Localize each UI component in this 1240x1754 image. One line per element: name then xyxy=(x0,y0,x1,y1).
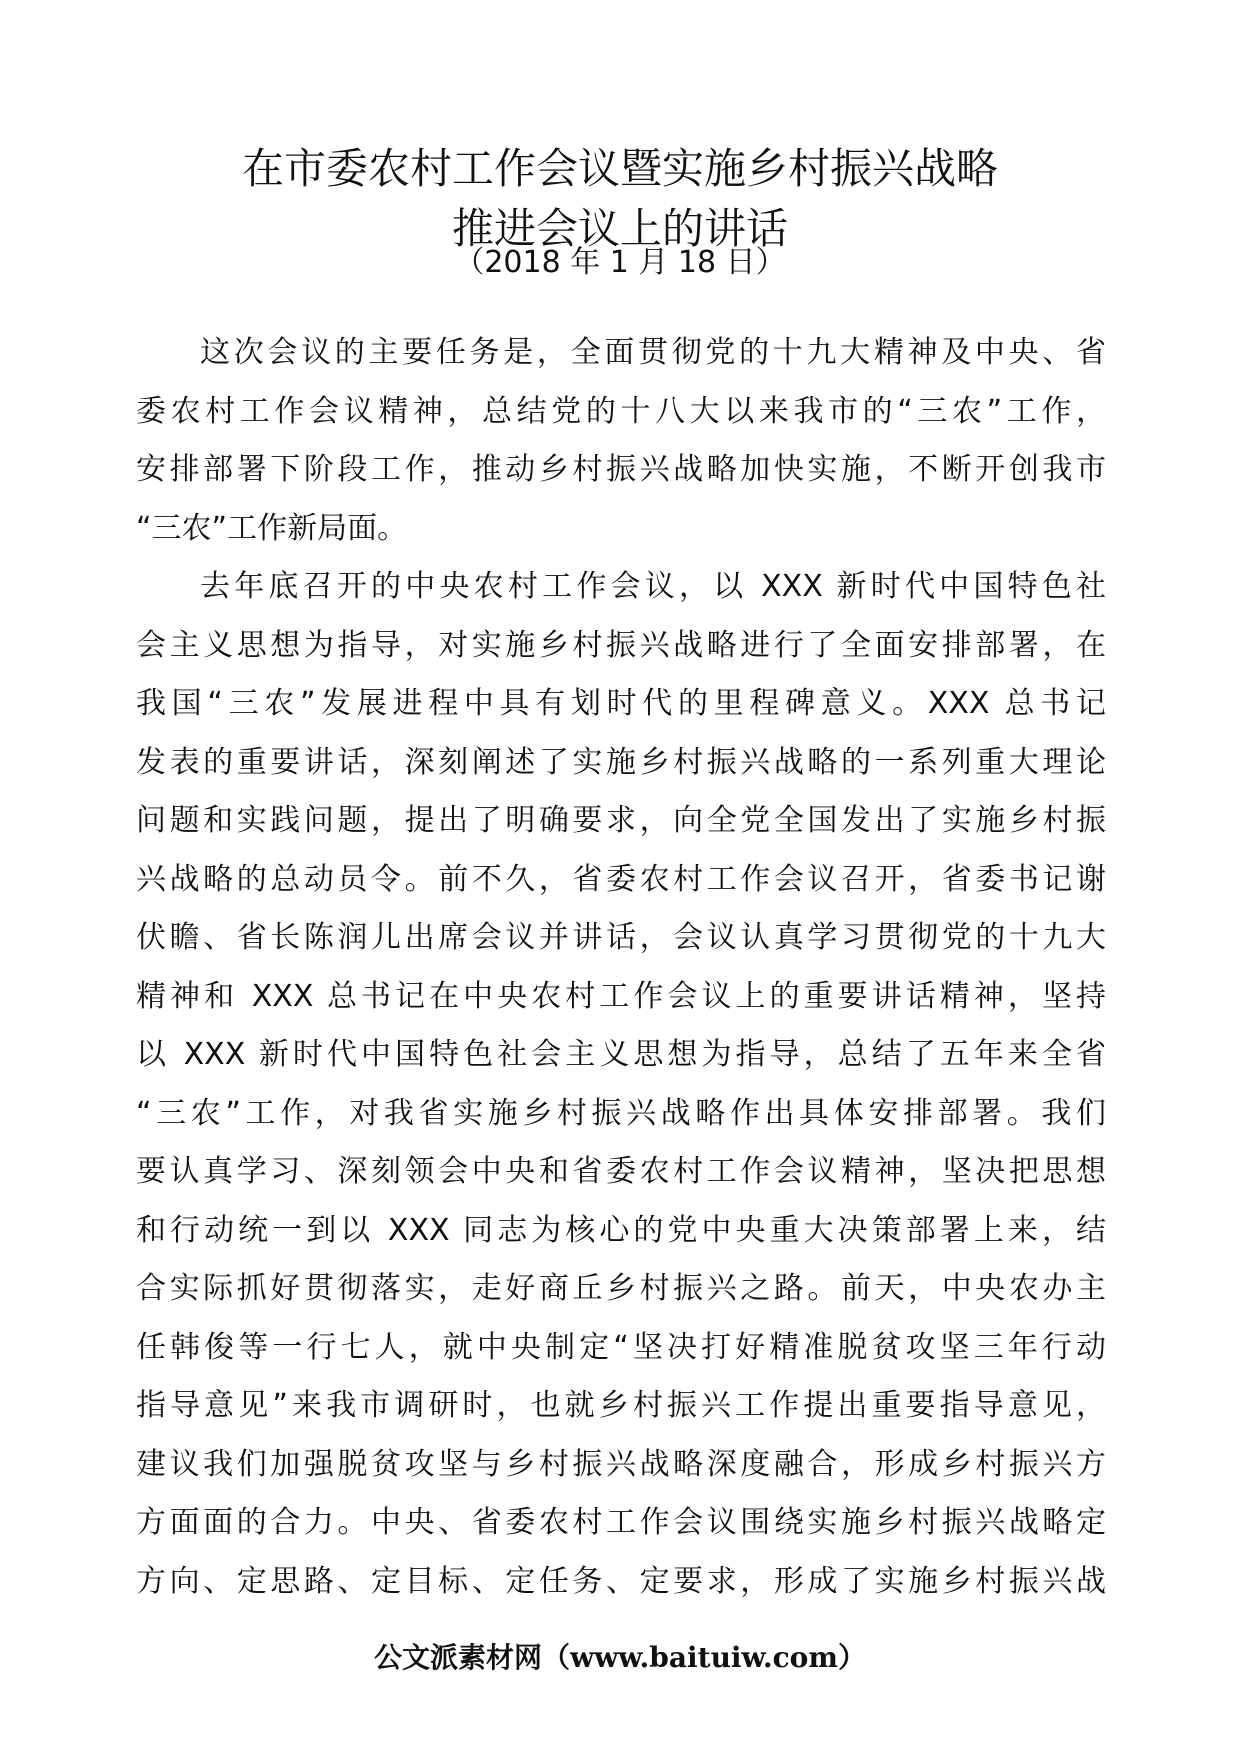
body-line: 合实际抓好贯彻落实，走好商丘乡村振兴之路。前天，中央农办主 xyxy=(136,1271,1106,1306)
body-line: 会主义思想为指导，对实施乡村振兴战略进行了全面安排部署，在 xyxy=(136,627,1106,663)
body-line: 方向、定思路、定目标、定任务、定要求，形成了实施乡村振兴战 xyxy=(136,1563,1106,1599)
body-line: “三农”工作，对我省实施乡村振兴战略作出具体安排部署。我们 xyxy=(136,1095,1106,1131)
body-line: 建议我们加强脱贫攻坚与乡村振兴战略深度融合，形成乡村振兴方 xyxy=(136,1446,1106,1482)
body-line: 精神和 XXX 总书记在中央农村工作会议上的重要讲话精神，坚持 xyxy=(136,978,1106,1014)
body-line: 委农村工作会议精神，总结党的十八大以来我市的“三农”工作， xyxy=(136,393,1106,429)
document-date: （2018 年 1 月 18 日） xyxy=(454,245,786,280)
body-line: 问题和实践问题，提出了明确要求，向全党全国发出了实施乡村振 xyxy=(136,803,1106,838)
body-line: 指导意见”来我市调研时，也就乡村振兴工作提出重要指导意见， xyxy=(136,1388,1106,1423)
document-title-line-2: 推进会议上的讲话 xyxy=(451,204,788,253)
body-line: 任韩俊等一行七人，就中央制定“坚决打好精准脱贫攻坚三年行动 xyxy=(136,1329,1106,1365)
footer-watermark: 公文派素材网（www.baituiw.com） xyxy=(374,1641,866,1674)
body-line: 我国“三农”发展进程中具有划时代的里程碑意义。XXX 总书记 xyxy=(136,686,1106,721)
body-line: 要认真学习、深刻领会中央和省委农村工作会议精神，坚决把思想 xyxy=(136,1154,1106,1189)
body-line: 去年底召开的中央农村工作会议，以 XXX 新时代中国特色社 xyxy=(200,569,1106,604)
body-line: 伏瞻、省长陈润儿出席会议并讲话，会议认真学习贯彻党的十九大 xyxy=(136,920,1106,955)
body-line: 以 XXX 新时代中国特色社会主义思想为指导，总结了五年来全省 xyxy=(136,1037,1106,1072)
body-line: 方面面的合力。中央、省委农村工作会议围绕实施乡村振兴战略定 xyxy=(136,1505,1106,1540)
body-line: 安排部署下阶段工作，推动乡村振兴战略加快实施，不断开创我市 xyxy=(136,452,1106,487)
body-line: 发表的重要讲话，深刻阐述了实施乡村振兴战略的一系列重大理论 xyxy=(136,744,1106,780)
body-line: 兴战略的总动员令。前不久，省委农村工作会议召开，省委书记谢 xyxy=(136,861,1106,897)
body-line: “三农”工作新局面。 xyxy=(136,510,408,546)
body-line: 这次会议的主要任务是，全面贯彻党的十九大精神及中央、省 xyxy=(200,335,1106,370)
document-title-line-1: 在市委农村工作会议暨实施乡村振兴战略 xyxy=(241,144,998,193)
body-line: 和行动统一到以 XXX 同志为核心的党中央重大决策部署上来，结 xyxy=(136,1212,1106,1248)
document-body xyxy=(136,324,1106,1611)
